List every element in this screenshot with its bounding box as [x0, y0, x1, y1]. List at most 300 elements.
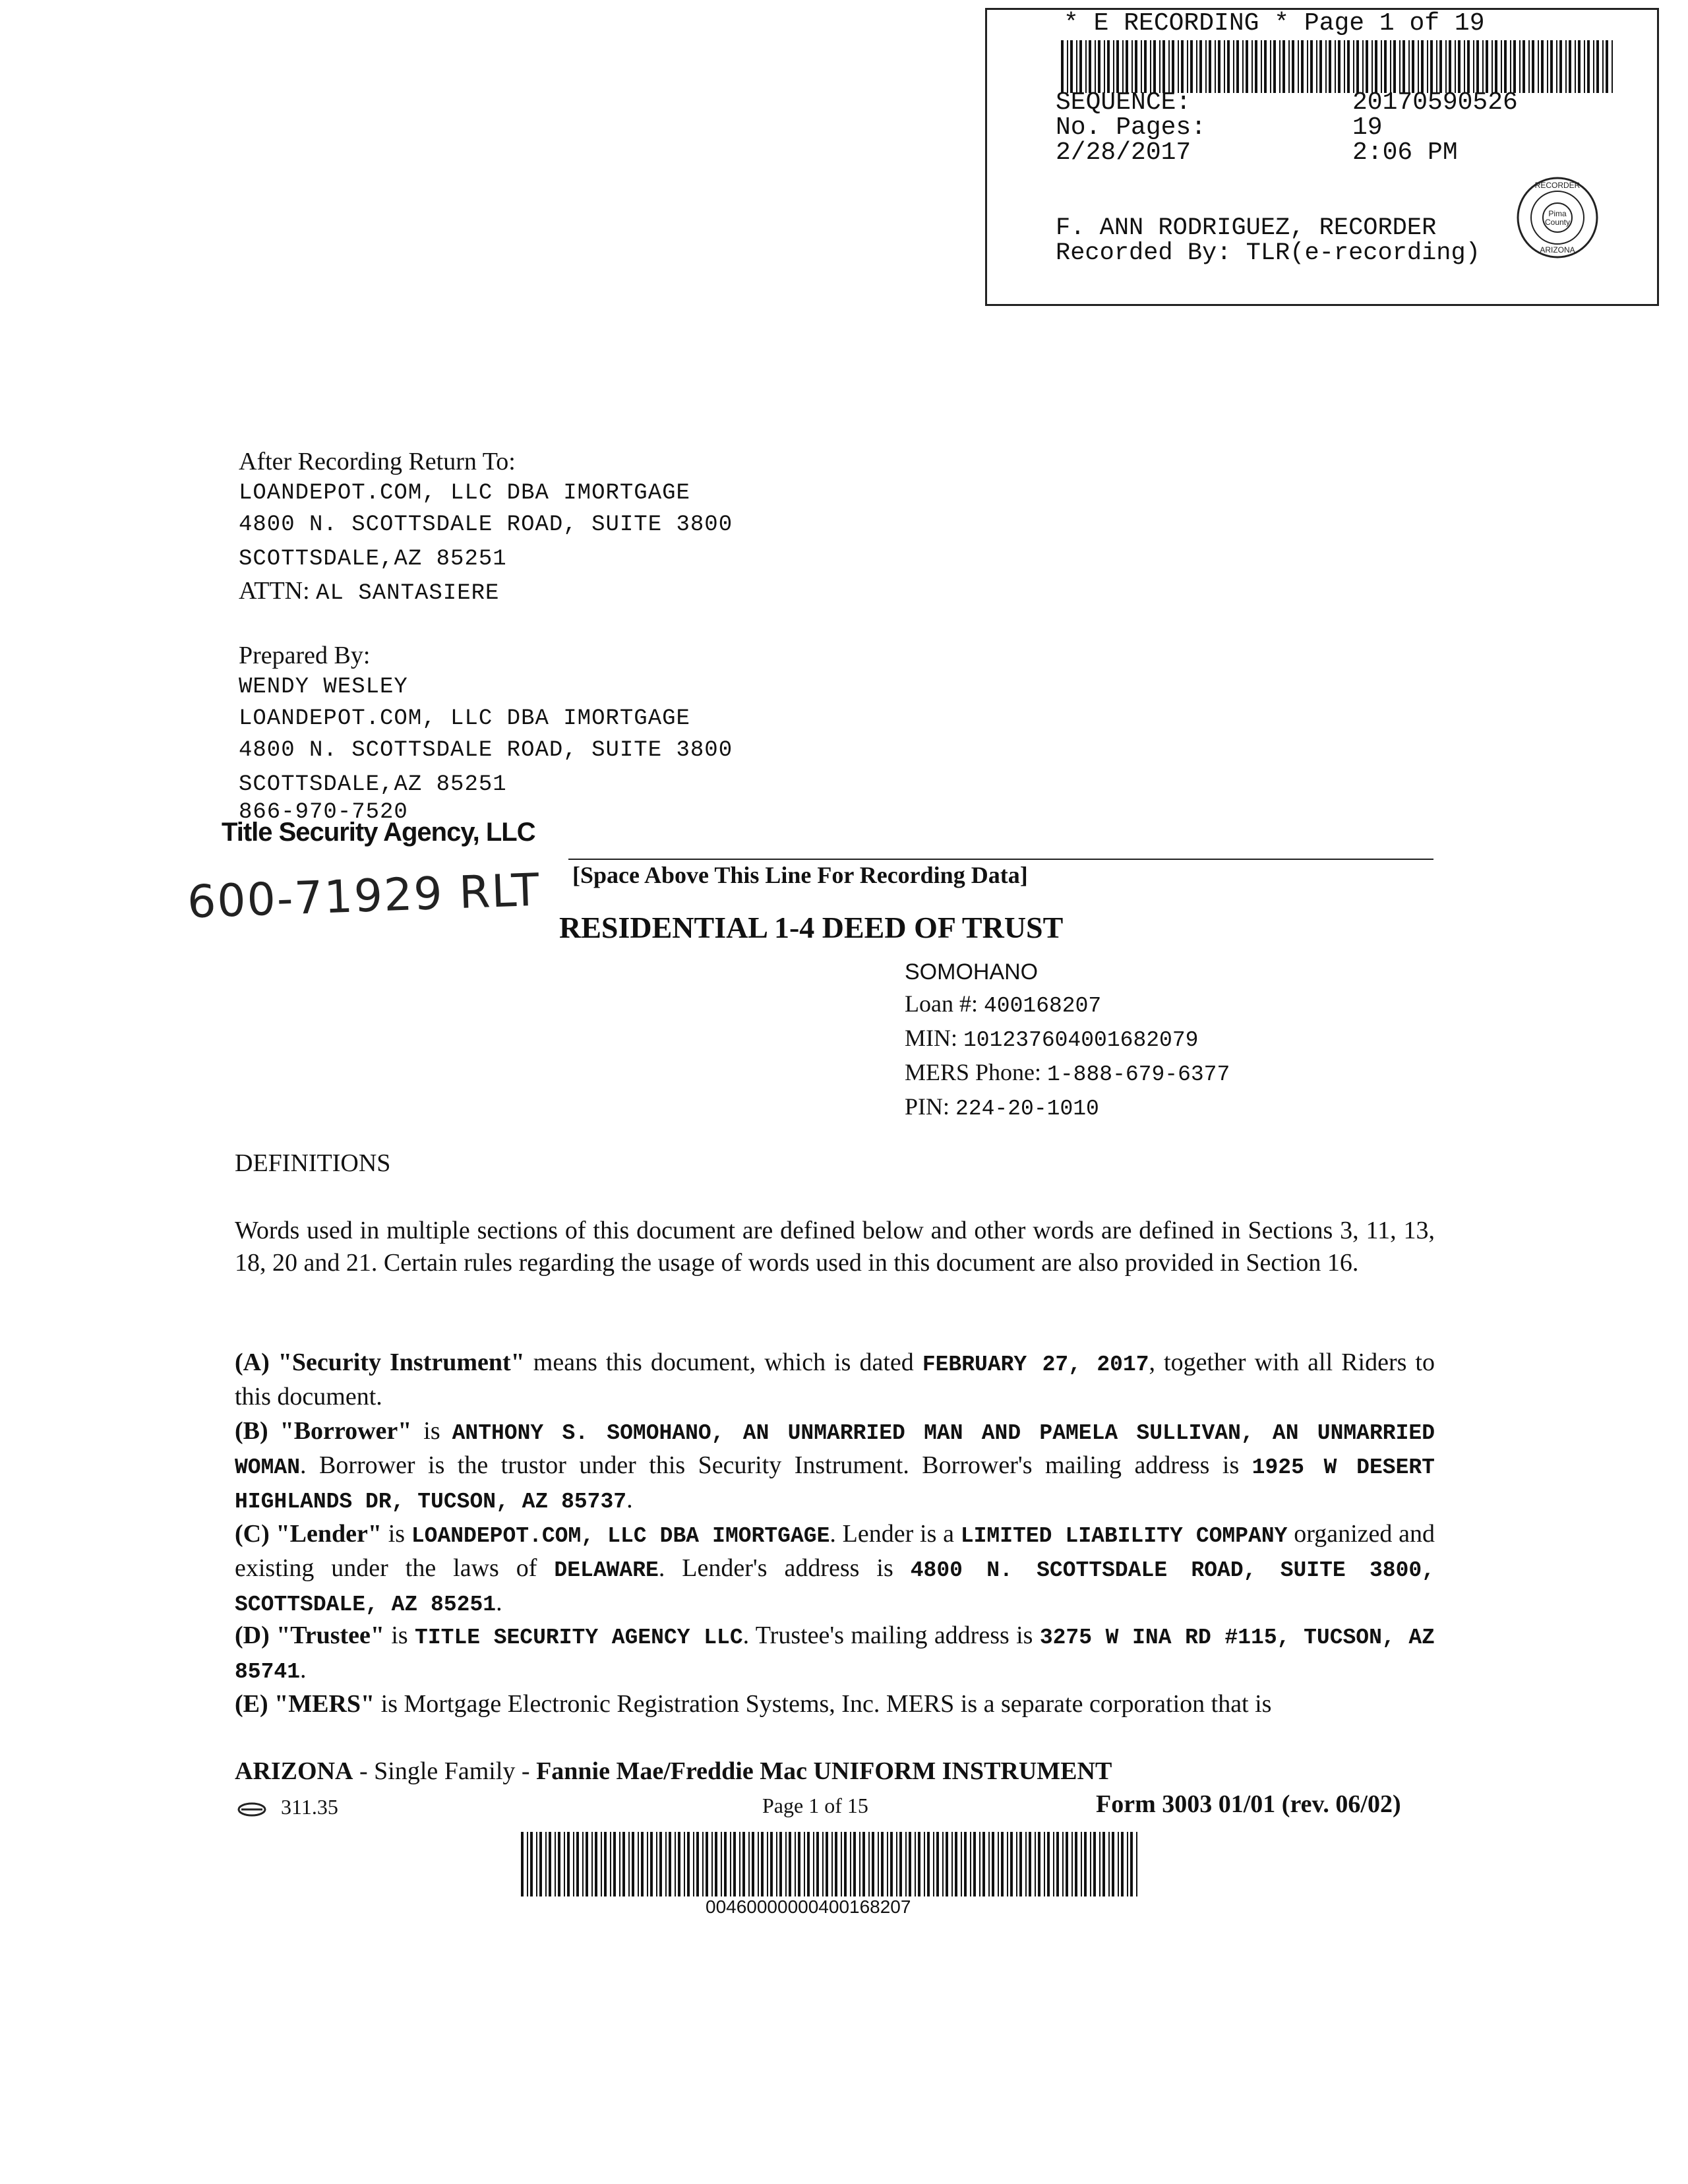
barcode-bar: [1347, 40, 1350, 93]
barcode-bar: [530, 1832, 533, 1896]
barcode-bar: [850, 1832, 851, 1896]
barcode-bar: [558, 1832, 560, 1896]
return-to-label: After Recording Return To:: [239, 448, 516, 475]
barcode-bar: [1075, 1832, 1077, 1896]
svg-text:RECORDER: RECORDER: [1534, 181, 1581, 190]
barcode-bar: [1519, 40, 1521, 93]
barcode-bar: [862, 1832, 865, 1896]
barcode-bar: [656, 1832, 657, 1896]
barcode-bar: [826, 1832, 828, 1896]
barcode-bar: [1486, 40, 1488, 93]
barcode-bar: [1199, 40, 1202, 93]
barcode-bar: [1233, 40, 1234, 93]
title-agency-stamp: Title Security Agency, LLC: [222, 818, 535, 847]
barcode-bar: [1482, 40, 1484, 93]
barcode-bar: [761, 1832, 764, 1896]
barcode-bar: [586, 1832, 588, 1896]
barcode-bar: [785, 1832, 787, 1896]
barcode-bar: [545, 1832, 547, 1896]
barcode-bar: [711, 1832, 713, 1896]
definition-e: (E) "MERS" is Mortgage Electronic Registration Systems, Inc. MERS is a separate corporation that is: [235, 1690, 1272, 1718]
barcode-bar: [942, 1832, 944, 1896]
barcode-bar: [1130, 1832, 1133, 1896]
barcode-bar: [770, 1832, 773, 1896]
barcode-bar: [659, 1832, 662, 1896]
loan-number: Loan #: 400168207: [905, 990, 1102, 1018]
barcode-bar: [1335, 40, 1336, 93]
barcode-bar: [1010, 1832, 1013, 1896]
return-to-block: [239, 446, 733, 609]
barcode-bar: [890, 1832, 893, 1896]
form-code: 311.35: [237, 1795, 338, 1819]
barcode-bar: [1108, 1832, 1110, 1896]
prepared-by-phone: 866-970-7520: [239, 800, 408, 825]
svg-text:ARIZONA: ARIZONA: [1540, 245, 1575, 255]
prepared-by-address: 4800 N. SCOTTSDALE ROAD, SUITE 3800: [239, 738, 733, 763]
barcode-bar: [1038, 1832, 1040, 1896]
barcode-bar: [1089, 40, 1091, 93]
barcode-bar: [924, 1832, 925, 1896]
barcode-bar: [752, 1832, 754, 1896]
barcode-bar: [730, 1832, 731, 1896]
barcode-bar: [1298, 40, 1299, 93]
barcode-bar: [1246, 40, 1248, 93]
sequence-value: 20170590526: [1352, 88, 1518, 117]
barcode-bar: [1070, 40, 1073, 93]
barcode-bar: [1390, 40, 1391, 93]
barcode-bar: [1196, 40, 1197, 93]
barcode-bar: [1399, 40, 1401, 93]
prepared-by-company: LOANDEPOT.COM, LLC DBA IMORTGAGE: [239, 706, 690, 731]
barcode-bar: [789, 1832, 791, 1896]
barcode-bar: [982, 1832, 985, 1896]
form-footer-title: ARIZONA - Single Family - Fannie Mae/Freddie Mac UNIFORM INSTRUMENT: [235, 1757, 1112, 1785]
barcode-bar: [964, 1832, 967, 1896]
barcode-bar: [1061, 40, 1064, 93]
barcode-bar: [1122, 40, 1124, 93]
barcode-bar: [1071, 1832, 1073, 1896]
stamp-header: * E RECORDING * Page 1 of 19: [1064, 9, 1485, 38]
barcode-bar: [1168, 40, 1170, 93]
definition-b: (B) "Borrower" is ANTHONY S. SOMOHANO, AN UNMARRIED MAN AND PAMELA SULLIVAN, AN UNMARRIED WOMAN. Borrower is the trustor under this Security Instrument. Borrower's mailing address is 1925 W DESERT HIGHLANDS DR, TUCSON, AZ 85737.: [235, 1417, 1435, 1514]
barcode-bar: [1209, 40, 1211, 93]
barcode-bar: [1464, 40, 1465, 93]
barcode-bar: [1056, 1832, 1059, 1896]
barcode-bar: [1402, 40, 1405, 93]
barcode-bar: [1264, 40, 1267, 93]
barcode-bar: [1102, 1832, 1105, 1896]
barcode-bar: [807, 1832, 810, 1896]
barcode-bar: [909, 1832, 911, 1896]
barcode-bar: [951, 1832, 953, 1896]
barcode-bar: [881, 1832, 884, 1896]
barcode-bar: [521, 1832, 524, 1896]
barcode-bar: [1510, 40, 1511, 93]
barcode-bar: [859, 1832, 860, 1896]
barcode-bar: [1107, 40, 1110, 93]
barcode-bar: [1421, 40, 1424, 93]
barcode-bar: [1224, 40, 1225, 93]
barcode-bar: [955, 1832, 957, 1896]
barcode-bar: [1066, 1832, 1068, 1896]
barcode-bar: [1587, 40, 1590, 93]
barcode-bar: [1436, 40, 1437, 93]
barcode-bar: [1495, 40, 1497, 93]
barcode-bar: [675, 1832, 676, 1896]
barcode-bar: [1104, 40, 1105, 93]
barcode-bar: [946, 1832, 948, 1896]
barcode-bar: [905, 1832, 907, 1896]
barcode-bar: [1375, 40, 1377, 93]
barcode-bar: [795, 1832, 796, 1896]
return-to-attn: ATTN: AL SANTASIERE: [239, 577, 500, 606]
barcode-bar: [1098, 40, 1100, 93]
barcode-bar: [1019, 1832, 1022, 1896]
min-number: MIN: 101237604001682079: [905, 1025, 1199, 1052]
recording-data-divider: [568, 859, 1433, 860]
pages-label: No. Pages:: [1056, 113, 1207, 142]
barcode-bar: [1559, 40, 1562, 93]
prepared-by-name: WENDY WESLEY: [239, 675, 408, 700]
barcode-bar: [1556, 40, 1557, 93]
barcode-bar: [1408, 40, 1410, 93]
barcode-bar: [1127, 1832, 1128, 1896]
barcode-bar: [696, 1832, 699, 1896]
barcode-bar: [1282, 40, 1285, 93]
borrower-short-name: SOMOHANO: [905, 959, 1039, 985]
barcode-bar: [665, 1832, 667, 1896]
barcode-bar: [933, 1832, 934, 1896]
barcode-bar: [1467, 40, 1470, 93]
barcode-bar: [527, 1832, 528, 1896]
barcode-bar: [835, 1832, 837, 1896]
barcode-bar: [822, 1832, 824, 1896]
barcode-bar: [706, 1832, 708, 1896]
barcode-bar: [647, 1832, 648, 1896]
barcode-bar: [1532, 40, 1534, 93]
mers-phone: MERS Phone: 1-888-679-6377: [905, 1059, 1230, 1087]
stamp-barcode: [1061, 40, 1615, 93]
barcode-bar: [1162, 40, 1165, 93]
barcode-bar: [1427, 40, 1428, 93]
barcode-bar: [1190, 40, 1193, 93]
recorded-by: Recorded By: TLR(e-recording): [1056, 239, 1480, 267]
barcode-bar: [610, 1832, 611, 1896]
barcode-bar: [1439, 40, 1442, 93]
return-to-address: 4800 N. SCOTTSDALE ROAD, SUITE 3800: [239, 512, 733, 537]
barcode-bar: [853, 1832, 856, 1896]
barcode-bar: [1575, 40, 1576, 93]
barcode-bar: [1578, 40, 1581, 93]
barcode-bar: [1159, 40, 1160, 93]
barcode-bar: [536, 1832, 537, 1896]
barcode-bar: [887, 1832, 888, 1896]
barcode-bar: [992, 1832, 994, 1896]
barcode-bar: [973, 1832, 976, 1896]
barcode-bar: [776, 1832, 777, 1896]
barcode-bar: [1547, 40, 1548, 93]
barcode-bar: [1455, 40, 1456, 93]
barcode-bar: [724, 1832, 727, 1896]
barcode-bar: [613, 1832, 616, 1896]
barcode-bar: [576, 1832, 579, 1896]
barcode-bar: [1381, 40, 1382, 93]
barcode-bar: [970, 1832, 971, 1896]
barcode-bar: [650, 1832, 653, 1896]
barcode-bar: [1288, 40, 1290, 93]
barcode-bar: [758, 1832, 759, 1896]
barcode-bar: [1205, 40, 1207, 93]
barcode-bar: [804, 1832, 805, 1896]
barcode-bar: [684, 1832, 685, 1896]
barcode-bar: [678, 1832, 680, 1896]
prepared-by-block: [239, 640, 733, 824]
barcode-bar: [1270, 40, 1271, 93]
barcode-bar: [1016, 1832, 1017, 1896]
barcode-bar: [1501, 40, 1502, 93]
barcode-number: 00460000000400168207: [706, 1896, 911, 1917]
barcode-bar: [641, 1832, 644, 1896]
barcode-bar: [831, 1832, 833, 1896]
barcode-bar: [582, 1832, 584, 1896]
barcode-bar: [1384, 40, 1387, 93]
barcode-bar: [1353, 40, 1354, 93]
barcode-bar: [1047, 1832, 1050, 1896]
barcode-bar: [896, 1832, 897, 1896]
barcode-bar: [1135, 40, 1137, 93]
barcode-bar: [1310, 40, 1313, 93]
barcode-bar: [1356, 40, 1359, 93]
barcode-bar: [1035, 1832, 1036, 1896]
barcode-bar: [1093, 1832, 1096, 1896]
barcode-bar: [1172, 40, 1174, 93]
barcode-bar: [1449, 40, 1451, 93]
barcode-bar: [1612, 40, 1613, 93]
barcode-bar: [915, 1832, 916, 1896]
barcode-bar: [1067, 40, 1068, 93]
barcode-bar: [669, 1832, 671, 1896]
barcode-bar: [1255, 40, 1257, 93]
barcode-bar: [1076, 40, 1077, 93]
barcode-bar: [1121, 1832, 1124, 1896]
barcode-bar: [1393, 40, 1396, 93]
recording-time: 2:06 PM: [1352, 138, 1458, 167]
barcode-bar: [1113, 40, 1114, 93]
barcode-bar: [1001, 1832, 1004, 1896]
barcode-bar: [601, 1832, 602, 1896]
barcode-bar: [1116, 40, 1119, 93]
barcode-bar: [1215, 40, 1216, 93]
barcode-bar: [632, 1832, 634, 1896]
barcode-bar: [1081, 1832, 1082, 1896]
barcode-bar: [979, 1832, 980, 1896]
barcode-bar: [1112, 1832, 1114, 1896]
barcode-bar: [733, 1832, 736, 1896]
barcode-bar: [1261, 40, 1262, 93]
definitions-intro: Words used in multiple sections of this document are defined below and other words are defined in Sections 3, 11, 13, 18, 20 and 21. Certain rules regarding the usage of words used in this document are also provided in Section 16.: [235, 1217, 1435, 1277]
barcode-bar: [1445, 40, 1447, 93]
barcode-bar: [1338, 40, 1341, 93]
barcode-bar: [1325, 40, 1327, 93]
barcode-bar: [1279, 40, 1281, 93]
barcode-bar: [1418, 40, 1419, 93]
barcode-bar: [1236, 40, 1239, 93]
barcode-bar: [1319, 40, 1322, 93]
barcode-bar: [549, 1832, 551, 1896]
barcode-bar: [1593, 40, 1594, 93]
barcode-bar: [591, 1832, 593, 1896]
barcode-bar: [619, 1832, 620, 1896]
return-to-company: LOANDEPOT.COM, LLC DBA IMORTGAGE: [239, 481, 690, 506]
barcode-bar: [998, 1832, 999, 1896]
barcode-bar: [844, 1832, 847, 1896]
barcode-bar: [739, 1832, 740, 1896]
recording-date: 2/28/2017: [1056, 138, 1191, 167]
barcode-bar: [1362, 40, 1364, 93]
barcode-bar: [715, 1832, 717, 1896]
barcode-bar: [1538, 40, 1539, 93]
barcode-bar: [1126, 40, 1128, 93]
form-number: Form 3003 01/01 (rev. 06/02): [1096, 1790, 1401, 1818]
barcode-bar: [1141, 40, 1142, 93]
barcode-bar: [539, 1832, 542, 1896]
barcode-bar: [1606, 40, 1608, 93]
return-to-city: SCOTTSDALE,AZ 85251: [239, 547, 507, 572]
barcode-bar: [1344, 40, 1345, 93]
barcode-bar: [1504, 40, 1507, 93]
svg-text:Pima: Pima: [1548, 209, 1567, 218]
barcode-bar: [1181, 40, 1184, 93]
barcode-bar: [878, 1832, 879, 1896]
handwritten-file-number: 600-71929 RLT: [186, 864, 541, 929]
barcode-bar: [638, 1832, 639, 1896]
definition-a: (A) "Security Instrument" means this document, which is dated FEBRUARY 27, 2017, together with all Riders to this document.: [235, 1349, 1435, 1410]
barcode-bar: [918, 1832, 920, 1896]
barcode-bar: [742, 1832, 745, 1896]
barcode-bar: [573, 1832, 574, 1896]
barcode-bar: [1596, 40, 1599, 93]
barcode-bar: [1569, 40, 1571, 93]
barcode-bar: [1602, 40, 1604, 93]
barcode-bar: [1144, 40, 1147, 93]
barcode-bar: [1150, 40, 1151, 93]
definitions-heading: DEFINITIONS: [235, 1149, 391, 1177]
svg-text:County: County: [1544, 218, 1571, 227]
barcode-bar: [767, 1832, 768, 1896]
barcode-bar: [693, 1832, 694, 1896]
county-seal-icon: [1515, 175, 1600, 260]
vendor-logo-icon: [237, 1802, 266, 1817]
barcode-bar: [1550, 40, 1553, 93]
barcode-bar: [816, 1832, 819, 1896]
barcode-bar: [1522, 40, 1525, 93]
barcode-bar: [748, 1832, 750, 1896]
sequence-label: SEQUENCE:: [1056, 88, 1191, 117]
barcode-bar: [1513, 40, 1516, 93]
barcode-bar: [1528, 40, 1530, 93]
barcode-bar: [1301, 40, 1304, 93]
barcode-bar: [604, 1832, 607, 1896]
footer-barcode: [521, 1832, 1141, 1896]
barcode-bar: [564, 1832, 565, 1896]
barcode-bar: [1136, 1832, 1137, 1896]
barcode-bar: [1565, 40, 1567, 93]
barcode-bar: [1099, 1832, 1100, 1896]
barcode-bar: [1273, 40, 1276, 93]
barcode-bar: [1178, 40, 1179, 93]
prepared-by-label: Prepared By:: [239, 642, 371, 669]
definition-d: (D) "Trustee" is TITLE SECURITY AGENCY LLC. Trustee's mailing address is 3275 W INA RD #115, TUCSON, AZ 85741.: [235, 1622, 1435, 1684]
loan-info-block: [905, 956, 1230, 1125]
barcode-bar: [779, 1832, 782, 1896]
barcode-bar: [1242, 40, 1244, 93]
barcode-bar: [1153, 40, 1156, 93]
barcode-bar: [936, 1832, 939, 1896]
barcode-bar: [1430, 40, 1433, 93]
barcode-bar: [1079, 40, 1082, 93]
barcode-bar: [872, 1832, 874, 1896]
barcode-bar: [868, 1832, 870, 1896]
pin-number: PIN: 224-20-1010: [905, 1093, 1099, 1121]
barcode-bar: [1062, 1832, 1064, 1896]
barcode-bar: [798, 1832, 800, 1896]
barcode-bar: [702, 1832, 704, 1896]
barcode-bar: [1007, 1832, 1008, 1896]
barcode-bar: [595, 1832, 597, 1896]
barcode-bar: [1187, 40, 1188, 93]
barcode-bar: [1292, 40, 1294, 93]
barcode-bar: [555, 1832, 556, 1896]
barcode-bar: [1085, 40, 1087, 93]
barcode-bar: [961, 1832, 962, 1896]
page-number: Page 1 of 15: [762, 1794, 868, 1817]
recording-stamp: [985, 8, 1659, 306]
pages-value: 19: [1352, 113, 1383, 142]
barcode-bar: [1541, 40, 1544, 93]
barcode-bar: [841, 1832, 842, 1896]
barcode-bar: [1307, 40, 1308, 93]
barcode-bar: [1316, 40, 1317, 93]
barcode-bar: [622, 1832, 625, 1896]
barcode-bar: [988, 1832, 990, 1896]
barcode-bar: [1458, 40, 1461, 93]
barcode-bar: [1025, 1832, 1027, 1896]
prepared-by-city: SCOTTSDALE,AZ 85251: [239, 772, 507, 797]
barcode-bar: [813, 1832, 814, 1896]
document-title: RESIDENTIAL 1-4 DEED OF TRUST: [559, 911, 1064, 944]
barcode-bar: [1084, 1832, 1087, 1896]
barcode-bar: [899, 1832, 902, 1896]
barcode-bar: [1090, 1832, 1091, 1896]
barcode-bar: [1095, 40, 1096, 93]
recording-line-label: [Space Above This Line For Recording Data]: [572, 862, 1028, 888]
barcode-bar: [628, 1832, 630, 1896]
barcode-bar: [1044, 1832, 1045, 1896]
barcode-bar: [1492, 40, 1493, 93]
barcode-bar: [721, 1832, 722, 1896]
barcode-bar: [927, 1832, 930, 1896]
barcode-bar: [1372, 40, 1373, 93]
barcode-bar: [1118, 1832, 1119, 1896]
barcode-bar: [1584, 40, 1585, 93]
barcode-bar: [1412, 40, 1414, 93]
barcode-bar: [1329, 40, 1331, 93]
definition-c: (C) "Lender" is LOANDEPOT.COM, LLC DBA IMORTGAGE. Lender is a LIMITED LIABILITY COMPANY organized and existing under the laws of DELAWARE. Lender's address is 4800 N. SCOTTSDALE ROAD, SUITE 3800, SCOTTSDALE, AZ 85251.: [235, 1520, 1435, 1617]
barcode-bar: [1473, 40, 1474, 93]
barcode-bar: [1476, 40, 1479, 93]
barcode-bar: [1227, 40, 1230, 93]
barcode-bar: [1053, 1832, 1054, 1896]
